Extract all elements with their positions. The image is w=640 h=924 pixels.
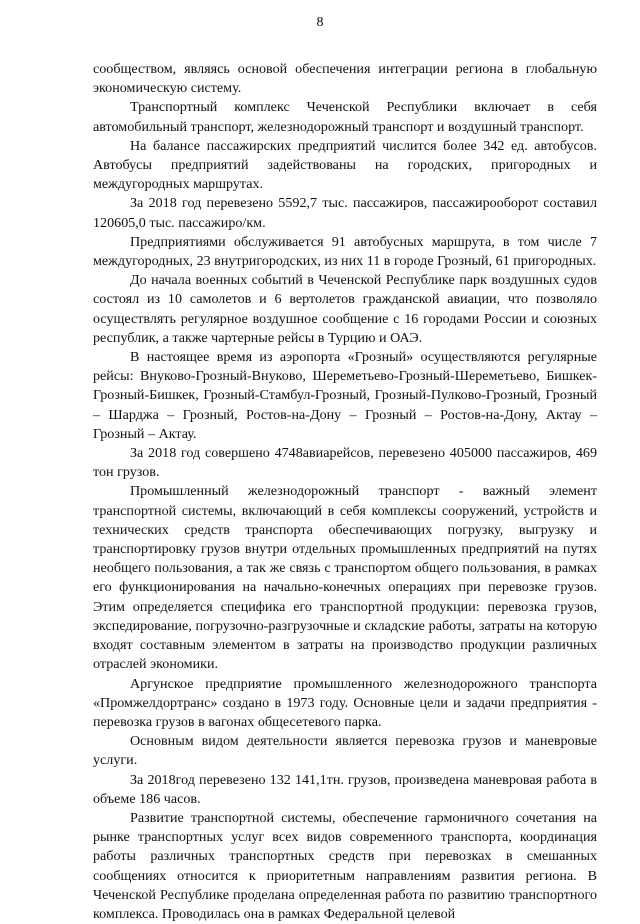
paragraph-2: Транспортный комплекс Чеченской Республики включает в себя автомобильный транспорт, железнодорожный транспорт и воздушный транспорт.: [93, 99, 597, 135]
paragraph-1: сообществом, являясь основой обеспечения интеграции региона в глобальную экономическую систему.: [93, 61, 597, 97]
paragraph-4: За 2018 год перевезено 5592,7 тыс. пассажиров, пассажирооборот составил 120605,0 тыс. пассажиро/км.: [93, 195, 597, 231]
paragraph-11: Основным видом деятельности является перевозка грузов и маневровые услуги.: [93, 733, 597, 769]
paragraph-3: На балансе пассажирских предприятий числится более 342 ед. автобусов. Автобусы предприятий задействованы на городских, пригородных и междугородных маршрутах.: [93, 137, 597, 193]
page-body: [93, 60, 597, 924]
paragraph-13: Развитие транспортной системы, обеспечение гармоничного сочетания на рынке транспортных услуг всех видов современного транспорта, координация работы различных транспортных средств при перевозках в смешанных сообщениях относится к приоритетным направлениям развития региона. В Чеченской Республике проделана определенная работа по развитию транспортного комплекса. Проводилась она в рамках Федеральной целевой: [93, 809, 597, 922]
paragraph-12: За 2018год перевезено 132 141,1тн. грузов, произведена маневровая работа в объеме 186 часов.: [93, 771, 597, 807]
page-number: 8: [316, 15, 324, 30]
paragraph-5: Предприятиями обслуживается 91 автобусных маршрута, в том числе 7 междугородных, 23 внутригородских, из них 11 в городе Грозный, 61 пригородных.: [93, 233, 597, 270]
paragraph-10: Аргунское предприятие промышленного железнодорожного транспорта «Промжелдортранс» создано в 1973 году. Основные цели и задачи предприятия - перевозка грузов в вагонах общесетевого парка.: [93, 675, 597, 730]
paragraph-6: До начала военных событий в Чеченской Республике парк воздушных судов состоял из 10 самолетов и 6 вертолетов гражданской авиации, что позволяло осуществлять регулярное воздушное сообщение с 16 городами России и союзных республик, а также чартерные рейсы в Турцию и ОАЭ.: [93, 272, 597, 346]
paragraph-9: Промышленный железнодорожный транспорт - важный элемент транспортной системы, включающий в себя комплексы сооружений, устройств и технических средств транспорта обеспечивающих погрузку, выгрузку и транспортировку грузов внутри отдельных промышленных предприятий на путях необщего пользования, а так же связь с транспортом общего пользования, в рамках его функционирования на начально-конечных операциях при перевозке грузов. Этим определяется специфика его транспортной продукции: перевозка грузов, экспедирование, погрузочно-разгрузочные и складские работы, затраты на которую входят составным элементом в затраты на производство продукции различных отраслей экономики.: [93, 483, 597, 673]
paragraph-7: В настоящее время из аэропорта «Грозный» осуществляются регулярные рейсы: Внуково-Грозный-Внуково, Шереметьево-Грозный-Шереметьево, Бишкек-Грозный-Бишкек, Грозный-Стамбул-Грозный, Грозный-Пулково-Грозный, Грозный – Шарджа – Грозный, Ростов-на-Дону – Грозный – Ростов-на-Дону, Актау – Грозный – Актау.: [93, 349, 597, 442]
paragraph-8: За 2018 год совершено 4748авиарейсов, перевезено 405000 пассажиров, 469 тон грузов.: [93, 445, 597, 481]
